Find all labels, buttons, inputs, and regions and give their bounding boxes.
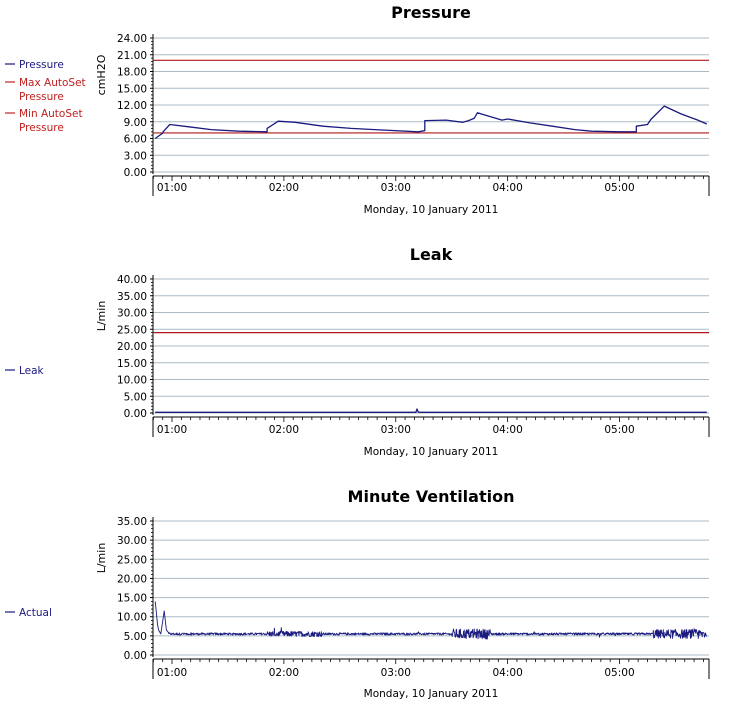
chart-title: Minute Ventilation xyxy=(347,487,515,506)
y-tick-label: 10.00 xyxy=(116,374,147,387)
y-tick-label: 0.00 xyxy=(123,650,147,662)
legend-item-line: Max AutoSet xyxy=(19,77,86,89)
x-axis-label: Monday, 10 January 2011 xyxy=(363,204,499,216)
y-tick-label: 5.00 xyxy=(123,391,147,404)
legend-item-line: Pressure xyxy=(19,91,64,103)
legend-item xyxy=(19,77,86,103)
x-tick-label: 02:00 xyxy=(268,424,300,436)
x-tick-label: 03:00 xyxy=(380,667,411,679)
y-tick-label: 9.00 xyxy=(123,116,147,129)
y-tick-label: 15.00 xyxy=(116,83,147,96)
y-tick-label: 12.00 xyxy=(116,100,147,112)
y-tick-label: 0.00 xyxy=(123,408,147,420)
x-tick-label: 02:00 xyxy=(268,182,300,194)
y-tick-label: 0.00 xyxy=(123,167,147,179)
y-tick-label: 21.00 xyxy=(116,49,147,62)
legend-item: Leak xyxy=(19,365,44,377)
x-tick-label: 01:00 xyxy=(156,424,188,436)
y-tick-label: 24.00 xyxy=(116,33,147,45)
chart-title: Pressure xyxy=(391,3,471,22)
chart-pressure xyxy=(5,3,709,216)
legend-item-line: Pressure xyxy=(19,122,64,134)
x-tick-label: 04:00 xyxy=(492,182,523,194)
x-axis-label: Monday, 10 January 2011 xyxy=(363,688,499,700)
legend-item-line: Min AutoSet xyxy=(19,108,83,120)
legend-item: Pressure xyxy=(19,59,64,71)
y-tick-label: 15.00 xyxy=(116,357,147,370)
legend-item xyxy=(19,108,83,134)
x-tick-label: 03:00 xyxy=(380,182,411,194)
y-tick-label: 30.00 xyxy=(116,307,147,320)
series-line-leak xyxy=(155,409,707,412)
series-line-actual xyxy=(155,601,706,639)
x-tick-label: 05:00 xyxy=(604,667,635,679)
x-tick-label: 02:00 xyxy=(268,667,300,679)
chart-minute-ventilation xyxy=(5,487,709,700)
y-tick-label: 5.00 xyxy=(123,630,147,643)
y-tick-label: 25.00 xyxy=(116,554,147,567)
x-tick-label: 01:00 xyxy=(156,667,188,679)
y-axis-label: cmH2O xyxy=(95,54,108,96)
y-tick-label: 18.00 xyxy=(116,66,147,79)
x-tick-label: 04:00 xyxy=(492,667,523,679)
legend-item: Actual xyxy=(19,607,52,619)
y-tick-label: 20.00 xyxy=(116,573,147,586)
x-tick-label: 04:00 xyxy=(492,424,523,436)
y-tick-label: 15.00 xyxy=(116,592,147,605)
y-axis-label: L/min xyxy=(95,542,108,574)
x-tick-label: 05:00 xyxy=(604,182,635,194)
y-tick-label: 30.00 xyxy=(116,535,147,548)
y-axis-label: L/min xyxy=(95,300,108,332)
y-tick-label: 3.00 xyxy=(123,150,147,163)
x-tick-label: 01:00 xyxy=(156,182,188,194)
y-tick-label: 6.00 xyxy=(123,133,147,146)
chart-leak xyxy=(5,245,709,458)
x-tick-label: 05:00 xyxy=(604,424,635,436)
y-tick-label: 25.00 xyxy=(116,324,147,337)
y-tick-label: 20.00 xyxy=(116,341,147,353)
x-axis-label: Monday, 10 January 2011 xyxy=(363,446,499,458)
x-tick-label: 03:00 xyxy=(380,424,411,436)
chart-title: Leak xyxy=(409,245,453,264)
y-tick-label: 10.00 xyxy=(116,611,147,624)
y-tick-label: 40.00 xyxy=(116,274,147,286)
y-tick-label: 35.00 xyxy=(116,290,147,303)
y-tick-label: 35.00 xyxy=(116,516,147,528)
series-line-pressure xyxy=(155,106,707,138)
